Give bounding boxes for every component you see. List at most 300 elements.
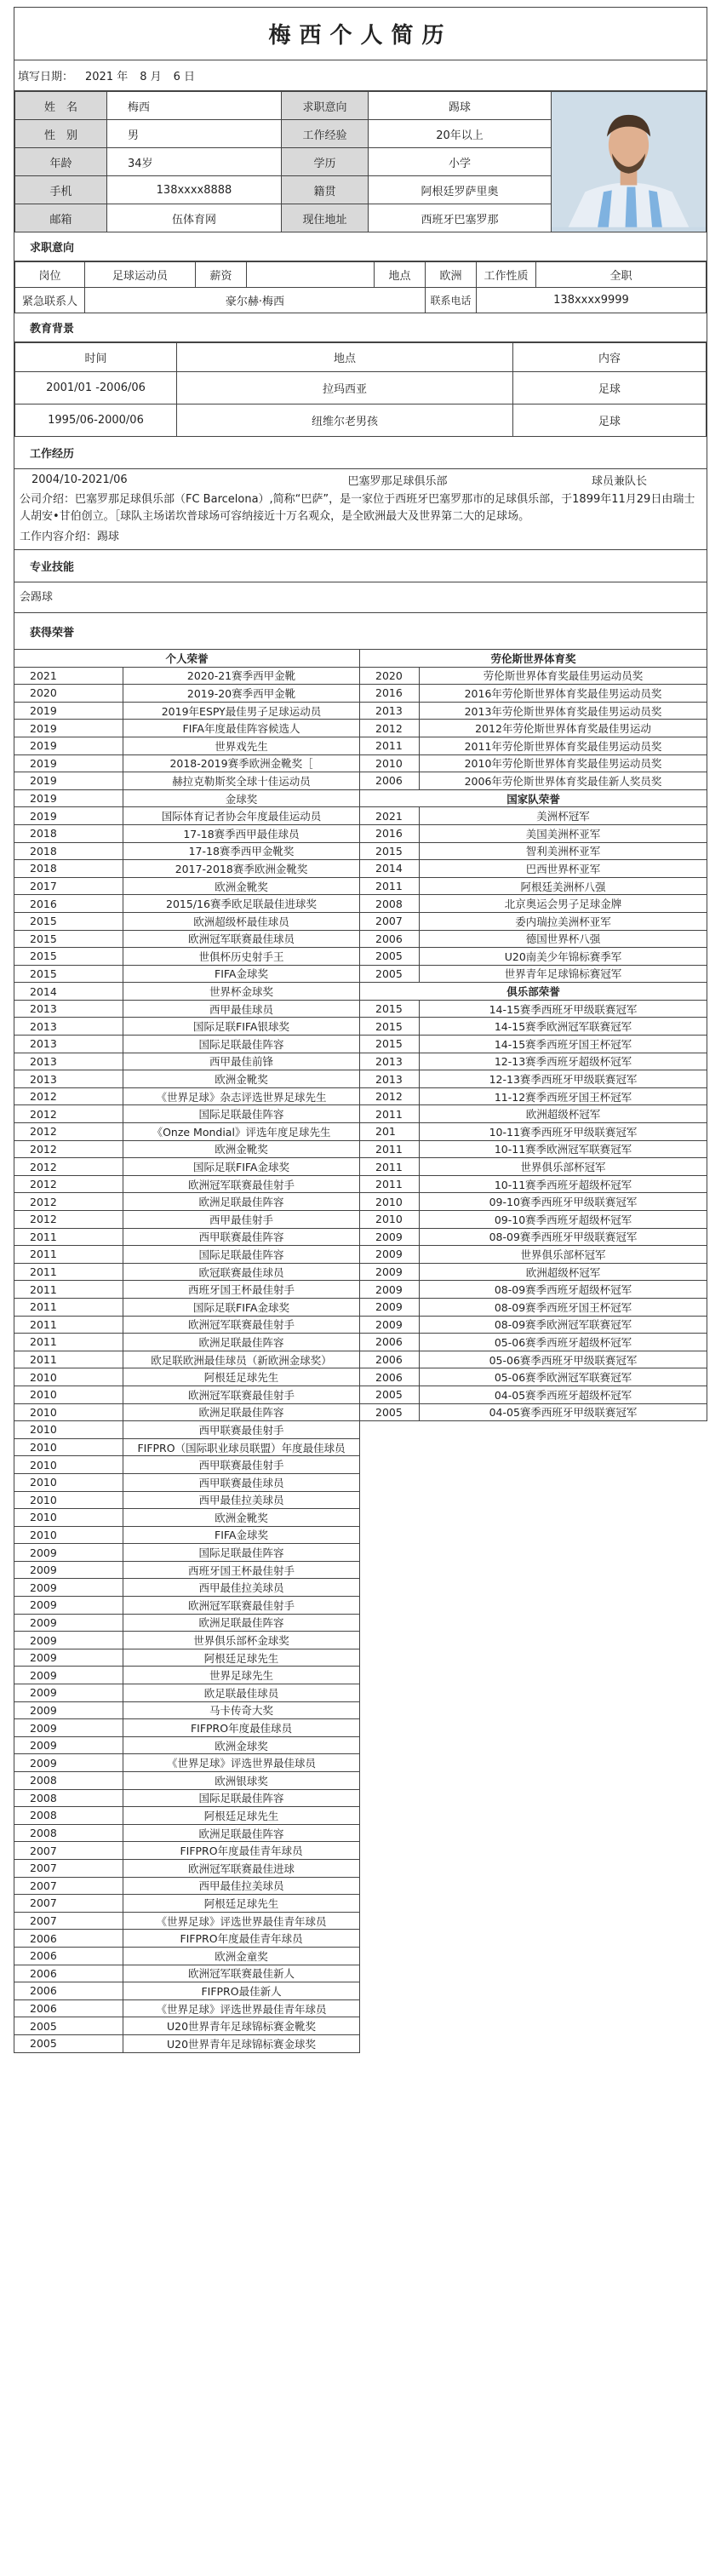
honor-title: 西甲最佳球员	[123, 1000, 360, 1018]
empty-cell	[360, 1701, 707, 1719]
fill-date-month: 8 月	[140, 71, 162, 83]
table-row	[14, 1895, 707, 1913]
table-row	[14, 1999, 707, 2017]
empty-cell	[360, 1965, 707, 1982]
honor-year: 2011	[14, 1246, 123, 1264]
personal-heading: 个人荣誉	[14, 650, 360, 668]
table-row	[14, 1877, 707, 1895]
honor-title: 05-06赛季西班牙甲级联赛冠军	[420, 1351, 707, 1368]
honor-title: 西甲联赛最佳阵容	[123, 1228, 360, 1246]
work-heading: 工作经历	[14, 437, 707, 469]
empty-cell	[360, 2034, 707, 2052]
salary-label: 薪资	[196, 262, 247, 288]
honor-year: 2011	[14, 1334, 123, 1351]
table-row	[14, 824, 707, 842]
honor-year: 2010	[360, 1211, 420, 1229]
honor-year: 2015	[360, 1018, 420, 1036]
honor-year: 2006	[14, 1982, 123, 2000]
honor-title: 国际足联最佳阵容	[123, 1036, 360, 1053]
honor-year: 2013	[14, 1000, 123, 1018]
post-value: 足球运动员	[85, 262, 196, 288]
empty-cell	[360, 1684, 707, 1702]
place-value: 欧洲	[426, 262, 477, 288]
honor-title: 欧洲超级杯冠军	[420, 1263, 707, 1281]
honor-title: 12-13赛季西班牙超级杯冠军	[420, 1053, 707, 1070]
honor-year: 2009	[14, 1597, 123, 1615]
honor-title: 欧洲足联最佳阵容	[123, 1824, 360, 1842]
honor-title: 05-06赛季欧洲冠军联赛冠军	[420, 1368, 707, 1386]
nature-value: 全职	[536, 262, 707, 288]
table-row	[14, 1018, 707, 1036]
honor-title: 欧洲足联最佳阵容	[123, 1614, 360, 1632]
honor-title: 04-05赛季西班牙超级杯冠军	[420, 1386, 707, 1403]
empty-cell	[360, 1421, 707, 1439]
laureus-heading: 劳伦斯世界体育奖	[360, 650, 707, 668]
honor-title: 世界青年足球锦标赛冠军	[420, 965, 707, 983]
table-row	[14, 1526, 707, 1544]
table-row	[14, 1263, 707, 1281]
honor-title: 阿根廷美洲杯八强	[420, 877, 707, 895]
honor-year: 2008	[14, 1807, 123, 1825]
name-value: 梅西	[107, 92, 282, 120]
education-table	[14, 342, 707, 437]
table-row	[14, 1351, 707, 1368]
honor-year: 2005	[360, 1403, 420, 1421]
table-row	[14, 1544, 707, 1562]
profile-photo-image	[552, 92, 706, 228]
table-row	[14, 1597, 707, 1615]
honor-year: 2009	[14, 1544, 123, 1562]
honor-year: 2012	[14, 1211, 123, 1229]
honor-year: 2013	[360, 702, 420, 720]
table-row	[14, 1368, 707, 1386]
table-row	[14, 1316, 707, 1334]
email-label: 邮箱	[15, 204, 107, 232]
honor-title: 西班牙国王杯最佳射手	[123, 1561, 360, 1579]
honor-title: 欧洲冠军联赛最佳球员	[123, 930, 360, 948]
honor-year: 2010	[14, 1509, 123, 1527]
honor-year: 2009	[360, 1298, 420, 1316]
salary-value	[247, 262, 375, 288]
honor-year: 2006	[14, 1947, 123, 1965]
honor-title: 2012年劳伦斯世界体育奖最佳男运动	[420, 720, 707, 737]
edu-row-time: 2001/01 -2006/06	[15, 372, 177, 404]
edu-label: 学历	[282, 148, 369, 176]
table-row	[14, 1456, 707, 1474]
honor-title: 国际足联FIFA金球奖	[123, 1298, 360, 1316]
honor-year: 2009	[14, 1561, 123, 1579]
empty-cell	[360, 1579, 707, 1597]
work-row	[14, 469, 707, 490]
honor-title: FIFA年度最佳阵容候选人	[123, 720, 360, 737]
table-row	[14, 1070, 707, 1088]
honor-year: 2010	[14, 1473, 123, 1491]
fill-date-label: 填写日期：	[18, 71, 74, 83]
honor-year: 2016	[14, 895, 123, 913]
honor-title: 西甲最佳拉美球员	[123, 1491, 360, 1509]
honor-year: 2006	[360, 1368, 420, 1386]
empty-cell	[360, 1877, 707, 1895]
honor-year: 2012	[14, 1175, 123, 1193]
edu-header-time: 时间	[15, 343, 177, 372]
honor-year: 2009	[360, 1246, 420, 1264]
table-row	[14, 1123, 707, 1141]
contact-value: 豪尔赫·梅西	[85, 288, 426, 313]
table-row	[14, 1087, 707, 1105]
honor-title: U20南美少年锦标赛季军	[420, 948, 707, 966]
honor-year: 2011	[360, 877, 420, 895]
table-row	[14, 965, 707, 983]
table-row	[14, 1140, 707, 1158]
honor-title: 11-12赛季西班牙国王杯冠军	[420, 1087, 707, 1105]
honor-year: 2009	[14, 1719, 123, 1737]
honor-year: 2019	[14, 754, 123, 772]
honors-header-row	[14, 650, 707, 668]
table-row	[14, 1421, 707, 1439]
origin-label: 籍贯	[282, 176, 369, 204]
honor-year: 2007	[14, 1912, 123, 1930]
honor-title: 世俱杯历史射手王	[123, 948, 360, 966]
honor-year: 2013	[14, 1053, 123, 1070]
table-row	[14, 930, 707, 948]
honor-year: 2010	[14, 1386, 123, 1403]
honor-title: FIFPRO年度最佳球员	[123, 1719, 360, 1737]
empty-cell	[360, 1947, 707, 1965]
table-row	[14, 1754, 707, 1772]
empty-cell	[360, 1561, 707, 1579]
address-value: 西班牙巴塞罗那	[369, 204, 552, 232]
honor-year: 2006	[360, 772, 420, 790]
empty-cell	[360, 1859, 707, 1877]
skills-heading: 专业技能	[14, 550, 707, 582]
table-row	[14, 1579, 707, 1597]
honor-title: 西甲联赛最佳射手	[123, 1421, 360, 1439]
honor-title: 14-15赛季西班牙国王杯冠军	[420, 1036, 707, 1053]
table-row	[14, 1842, 707, 1860]
honor-title: 欧洲金靴奖	[123, 877, 360, 895]
address-label: 现住地址	[282, 204, 369, 232]
table-row	[14, 1684, 707, 1702]
honor-year: 2013	[14, 1070, 123, 1088]
honor-title: 欧洲冠军联赛最佳射手	[123, 1597, 360, 1615]
honor-year: 2019	[14, 789, 123, 807]
work-period: 2004/10-2021/06	[31, 473, 128, 486]
honor-year: 2010	[14, 1368, 123, 1386]
honor-year: 2011	[14, 1298, 123, 1316]
honor-title: 欧洲足联最佳阵容	[123, 1403, 360, 1421]
email-value: 伍体育网	[107, 204, 282, 232]
honor-title: 05-06赛季西班牙超级杯冠军	[420, 1334, 707, 1351]
honor-title: 2019年ESPY最佳男子足球运动员	[123, 702, 360, 720]
honor-title: 2019-20赛季西甲金靴	[123, 685, 360, 703]
honor-year: 2006	[14, 1999, 123, 2017]
honor-year: 2019	[14, 807, 123, 825]
table-row	[14, 1719, 707, 1737]
job-intent-table	[14, 261, 707, 313]
honor-year: 2007	[360, 912, 420, 930]
honor-title: 西甲联赛最佳射手	[123, 1456, 360, 1474]
honor-title: 欧洲冠军联赛最佳射手	[123, 1316, 360, 1334]
honor-title: 欧洲超级杯冠军	[420, 1105, 707, 1123]
empty-cell	[360, 1438, 707, 1456]
work-intro: 公司介绍：巴塞罗那足球俱乐部（FC Barcelona）,简称“巴萨”，是一家位于西班牙巴塞罗那市的足球俱乐部，于1899年11月29日由瑞士人胡安•甘伯创立。［球队主场诺坎普球场可容纳接近十万名观众，是全欧洲最大及世界第二大的足球场。	[20, 493, 695, 523]
honor-title: 马卡传奇大奖	[123, 1701, 360, 1719]
honor-year: 2009	[14, 1754, 123, 1772]
empty-cell	[360, 1930, 707, 1948]
table-row	[14, 1036, 707, 1053]
honor-year: 2011	[14, 1316, 123, 1334]
table-row	[14, 1438, 707, 1456]
honor-year: 2011	[360, 737, 420, 754]
honor-title: 《世界足球》评选世界最佳球员	[123, 1754, 360, 1772]
honor-title: 赫拉克勒斯奖全球十佳运动员	[123, 772, 360, 790]
honor-year: 2005	[360, 965, 420, 983]
empty-cell	[360, 1597, 707, 1615]
honor-year: 2015	[360, 842, 420, 860]
honor-title: FIFA金球奖	[123, 965, 360, 983]
honor-year: 2021	[14, 667, 123, 685]
honor-title: 欧洲足联最佳阵容	[123, 1334, 360, 1351]
honor-title: 欧足联欧洲最佳球员（新欧洲金球奖）	[123, 1351, 360, 1368]
honor-title: 2013年劳伦斯世界体育奖最佳男运动员奖	[420, 702, 707, 720]
honor-title: 美国美洲杯亚军	[420, 824, 707, 842]
table-row	[14, 1736, 707, 1754]
table-row	[14, 1614, 707, 1632]
age-label: 年龄	[15, 148, 107, 176]
table-row	[14, 1930, 707, 1948]
honor-title: 10-11赛季西班牙超级杯冠军	[420, 1175, 707, 1193]
honor-year: 2006	[14, 1965, 123, 1982]
contact-phone-label: 联系电话	[426, 288, 477, 313]
honor-title: 2006年劳伦斯世界体育奖最佳新人奖员奖	[420, 772, 707, 790]
honor-year: 2009	[360, 1316, 420, 1334]
empty-cell	[360, 1509, 707, 1527]
nature-label: 工作性质	[477, 262, 536, 288]
empty-cell	[360, 1456, 707, 1474]
fill-date-day: 6 日	[173, 71, 196, 83]
honor-title: 北京奥运会男子足球金牌	[420, 895, 707, 913]
honor-title: 04-05赛季西班牙甲级联赛冠军	[420, 1403, 707, 1421]
empty-cell	[360, 1736, 707, 1754]
table-row	[14, 720, 707, 737]
honor-title: 《世界足球》评选世界最佳青年球员	[123, 1999, 360, 2017]
table-row	[14, 1158, 707, 1176]
empty-cell	[360, 1789, 707, 1807]
table-row	[14, 1667, 707, 1684]
honor-title: 08-09赛季西班牙甲级联赛冠军	[420, 1228, 707, 1246]
honor-title: 世界俱乐部杯金球奖	[123, 1632, 360, 1649]
honor-year: 2012	[360, 1087, 420, 1105]
table-row	[14, 877, 707, 895]
honor-year: 2011	[14, 1351, 123, 1368]
honor-title: 09-10赛季西班牙超级杯冠军	[420, 1211, 707, 1229]
honor-title: U20世界青年足球锦标赛金球奖	[123, 2034, 360, 2052]
table-row	[14, 1561, 707, 1579]
table-row	[14, 2017, 707, 2035]
honor-year: 2019	[14, 772, 123, 790]
honor-title: 世界俱乐部杯冠军	[420, 1158, 707, 1176]
empty-cell	[360, 1754, 707, 1772]
honor-title: 巴西世界杯亚军	[420, 860, 707, 878]
honor-title: 世界杯金球奖	[123, 983, 360, 1001]
honor-title: 14-15赛季欧洲冠军联赛冠军	[420, 1018, 707, 1036]
honor-title: 世界足球先生	[123, 1667, 360, 1684]
honor-year: 2008	[14, 1789, 123, 1807]
table-row	[14, 1000, 707, 1018]
age-value: 34岁	[107, 148, 282, 176]
club-heading: 俱乐部荣誉	[360, 983, 707, 1001]
honor-year: 2019	[14, 720, 123, 737]
honor-year: 2015	[14, 930, 123, 948]
table-row	[14, 1807, 707, 1825]
honor-year: 2015	[14, 948, 123, 966]
table-row	[14, 1334, 707, 1351]
empty-cell	[360, 1649, 707, 1667]
honor-year: 2006	[360, 930, 420, 948]
empty-cell	[360, 1614, 707, 1632]
honor-year: 2015	[360, 1000, 420, 1018]
honor-year: 2008	[14, 1772, 123, 1790]
honor-year: 2012	[14, 1087, 123, 1105]
honor-year: 201	[360, 1123, 420, 1141]
resume-frame	[14, 7, 707, 650]
honor-year: 2011	[14, 1228, 123, 1246]
table-row	[14, 1912, 707, 1930]
table-row	[14, 1473, 707, 1491]
edu-row-place: 拉玛西亚	[177, 372, 513, 404]
honor-title: 2018-2019赛季欧洲金靴奖［	[123, 754, 360, 772]
honors-table	[14, 649, 707, 2053]
honor-title: 国际足联最佳阵容	[123, 1789, 360, 1807]
honor-title: 西甲最佳拉美球员	[123, 1579, 360, 1597]
edu-row-content: 足球	[513, 372, 707, 404]
honor-title: 10-11赛季欧洲冠军联赛冠军	[420, 1140, 707, 1158]
table-row	[14, 842, 707, 860]
edu-value: 小学	[369, 148, 552, 176]
honor-title: 欧足联最佳球员	[123, 1684, 360, 1702]
empty-cell	[360, 1895, 707, 1913]
table-row	[14, 1701, 707, 1719]
edu-header-place: 地点	[177, 343, 513, 372]
honor-year: 2014	[14, 983, 123, 1001]
honor-year: 2010	[14, 1438, 123, 1456]
honor-year: 2019	[14, 737, 123, 754]
table-row	[14, 1053, 707, 1070]
profile-photo	[552, 92, 707, 232]
exp-label: 工作经验	[282, 120, 369, 148]
table-row	[14, 1982, 707, 2000]
honor-title: 德国世界杯八强	[420, 930, 707, 948]
table-row	[14, 1193, 707, 1211]
empty-cell	[360, 2017, 707, 2035]
honor-year: 2018	[14, 842, 123, 860]
table-row	[14, 667, 707, 685]
honor-year: 2009	[14, 1649, 123, 1667]
honor-title: 世界戏先生	[123, 737, 360, 754]
honor-title: 《Onze Mondial》评选年度足球先生	[123, 1123, 360, 1141]
honor-title: 国际体育记者协会年度最佳运动员	[123, 807, 360, 825]
contact-label: 紧急联系人	[15, 288, 85, 313]
honor-title: 《世界足球》评选世界最佳青年球员	[123, 1912, 360, 1930]
empty-cell	[360, 1667, 707, 1684]
honor-year: 2009	[14, 1701, 123, 1719]
empty-cell	[360, 1912, 707, 1930]
honor-title: 欧洲金靴奖	[123, 1070, 360, 1088]
table-row	[14, 912, 707, 930]
honor-year: 2010	[360, 754, 420, 772]
honor-title: FIFA金球奖	[123, 1526, 360, 1544]
honor-title: 2016年劳伦斯世界体育奖最佳男运动员奖	[420, 685, 707, 703]
honor-title: FIFPRO（国际职业球员联盟）年度最佳球员	[123, 1438, 360, 1456]
honor-year: 2011	[360, 1175, 420, 1193]
honor-title: 委内瑞拉美洲杯亚军	[420, 912, 707, 930]
edu-header-content: 内容	[513, 343, 707, 372]
empty-cell	[360, 1842, 707, 1860]
honor-year: 2020	[360, 667, 420, 685]
skills-text: 会踢球	[14, 582, 707, 613]
honor-title: 2010年劳伦斯世界体育奖最佳男运动员奖	[420, 754, 707, 772]
table-row	[14, 789, 707, 807]
honor-title: 2015/16赛季欧足联最佳进球奖	[123, 895, 360, 913]
table-row	[14, 1175, 707, 1193]
honor-year: 2006	[360, 1351, 420, 1368]
honor-year: 2019	[14, 702, 123, 720]
honor-title: 10-11赛季西班牙甲级联赛冠军	[420, 1123, 707, 1141]
honor-year: 2013	[14, 1018, 123, 1036]
empty-cell	[360, 1544, 707, 1562]
honor-year: 2005	[360, 1386, 420, 1403]
empty-cell	[360, 1632, 707, 1649]
honor-year: 2008	[360, 895, 420, 913]
table-row	[14, 737, 707, 754]
honor-year: 2005	[14, 2017, 123, 2035]
table-row	[14, 983, 707, 1001]
honor-year: 2007	[14, 1859, 123, 1877]
table-row	[14, 1281, 707, 1299]
honor-year: 2020	[14, 685, 123, 703]
table-row	[14, 1649, 707, 1667]
honor-title: 阿根廷足球先生	[123, 1368, 360, 1386]
honor-year: 2011	[14, 1281, 123, 1299]
table-row	[14, 1772, 707, 1790]
fill-date	[14, 60, 707, 91]
honor-year: 2018	[14, 860, 123, 878]
table-row	[14, 1509, 707, 1527]
honor-year: 2009	[14, 1632, 123, 1649]
honor-title: 08-09赛季西班牙超级杯冠军	[420, 1281, 707, 1299]
work-position: 球员兼队长	[591, 474, 647, 488]
honor-year: 2012	[14, 1123, 123, 1141]
honor-title: 17-18赛季西甲金靴奖	[123, 842, 360, 860]
honor-year: 2021	[360, 807, 420, 825]
honor-title: 国际足联最佳阵容	[123, 1246, 360, 1264]
honor-year: 2012	[14, 1158, 123, 1176]
honor-title: 西甲最佳拉美球员	[123, 1877, 360, 1895]
honor-year: 2010	[14, 1421, 123, 1439]
gender-label: 性 别	[15, 120, 107, 148]
honor-title: 阿根廷足球先生	[123, 1895, 360, 1913]
table-row	[14, 1824, 707, 1842]
table-row	[14, 948, 707, 966]
table-row	[14, 1211, 707, 1229]
table-row	[14, 895, 707, 913]
job-intent-heading: 求职意向	[14, 232, 707, 261]
honor-year: 2011	[14, 1263, 123, 1281]
empty-cell	[360, 1982, 707, 2000]
honor-year: 2011	[360, 1158, 420, 1176]
empty-cell	[360, 1526, 707, 1544]
honor-title: 欧洲冠军联赛最佳射手	[123, 1386, 360, 1403]
